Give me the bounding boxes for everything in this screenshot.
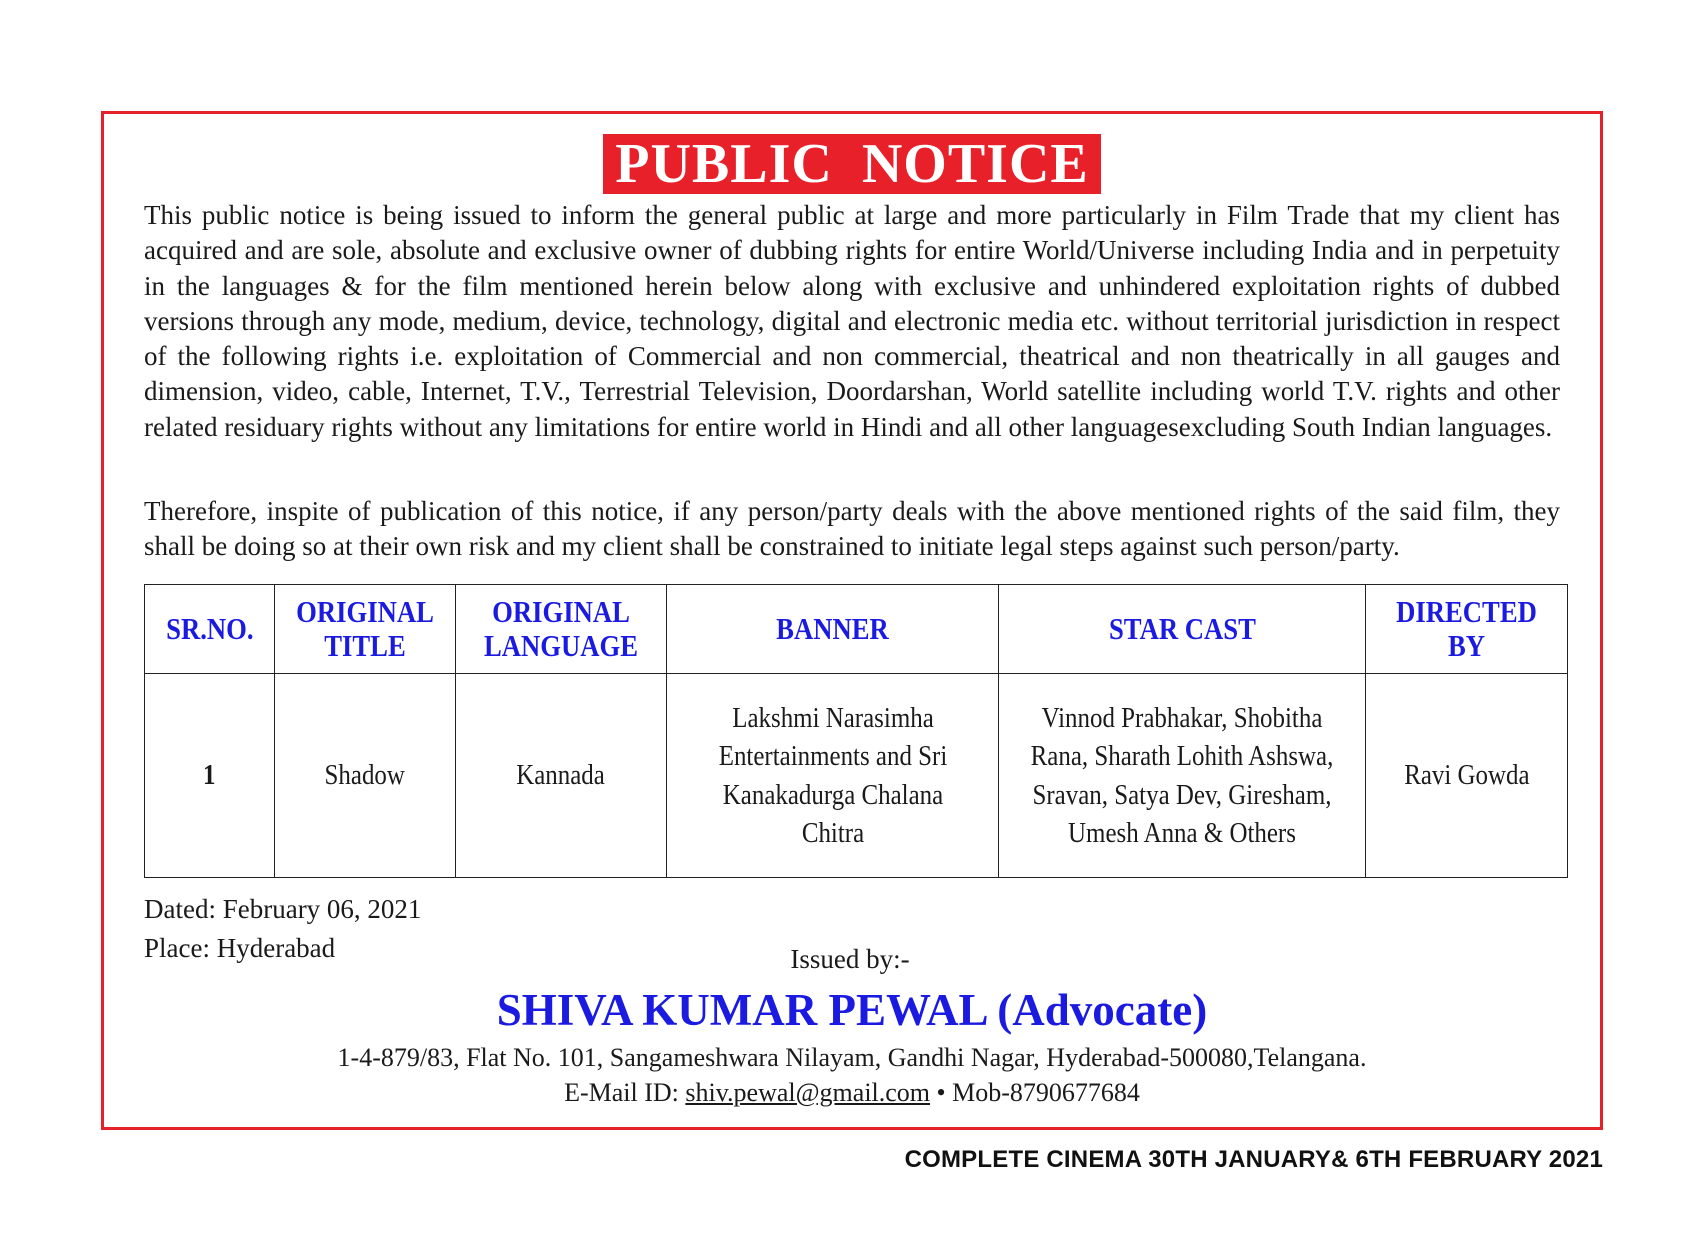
header-original-language: ORIGINAL LANGUAGE (456, 585, 667, 674)
table-row (145, 674, 1568, 878)
table-header-row (145, 585, 1568, 674)
cell-star-cast: Vinnod Prabhakar, Shobitha Rana, Sharath Lohith Ashswa, Sravan, Satya Dev, Giresham, Umesh Anna & Others (999, 674, 1366, 878)
bullet-separator: • (936, 1078, 946, 1107)
public-notice-box (101, 111, 1603, 1130)
issued-by-label: Issued by:- (790, 944, 910, 974)
header-sr-no: SR.NO. (145, 585, 275, 674)
publication-footer: COMPLETE CINEMA 30TH JANUARY& 6TH FEBRUARY 2021 (904, 1146, 1603, 1173)
place-line: Place: Hyderabad (144, 933, 336, 963)
header-star-cast: STAR CAST (999, 585, 1366, 674)
notice-paragraph-2: Therefore, inspite of publication of this notice, if any person/party deals with the above mentioned rights of the said film, they shall be doing so at their own risk and my client shall be constrained to initiate legal steps against such person/party. (144, 496, 1560, 562)
film-rights-table (144, 584, 1568, 878)
mobile-number: Mob-8790677684 (952, 1078, 1140, 1107)
title-wrap (104, 134, 1600, 194)
notice-title: PUBLIC NOTICE (603, 134, 1101, 194)
email-label: E-Mail ID: (564, 1078, 679, 1107)
header-banner: BANNER (667, 585, 999, 674)
header-directed-by: DIRECTED BY (1366, 585, 1568, 674)
cell-banner: Lakshmi Narasimha Entertainments and Sri Kanakadurga Chalana Chitra (667, 674, 999, 878)
cell-sr-no: 1 (145, 674, 275, 878)
issuer-address: 1-4-879/83, Flat No. 101, Sangameshwara Nilayam, Gandhi Nagar, Hyderabad-500080,Telangana. (337, 1043, 1367, 1072)
header-original-title: ORIGINAL TITLE (275, 585, 456, 674)
dated-line: Dated: February 06, 2021 (144, 894, 422, 924)
email-link[interactable]: shiv.pewal@gmail.com (685, 1078, 931, 1107)
cell-title: Shadow (275, 674, 456, 878)
cell-directed-by: Ravi Gowda (1366, 674, 1568, 878)
cell-language: Kannada (456, 674, 667, 878)
issuer-name: SHIVA KUMAR PEWAL (Advocate) (496, 985, 1208, 1035)
issuer-contact (104, 1076, 1600, 1110)
notice-paragraph-1: This public notice is being issued to inform the general public at large and more particularly in Film Trade that my client has acquired and are sole, absolute and exclusive owner of dubbing rights for entire World/Universe including India and in perpetuity in the languages & for the film mentioned herein below along with exclusive and unhindered exploitation rights of dubbed versions through any mode, medium, device, technology, digital and electronic media etc. without territorial jurisdiction in respect of the following rights i.e. exploitation of Commercial and non commercial, theatrical and non theatrically in all gauges and dimension, video, cable, Internet, T.V., Terrestrial Television, Doordarshan, World satellite including world T.V. rights and other related residuary rights without any limitations for entire world in Hindi and all other languagesexcluding South Indian languages. (144, 200, 1560, 442)
